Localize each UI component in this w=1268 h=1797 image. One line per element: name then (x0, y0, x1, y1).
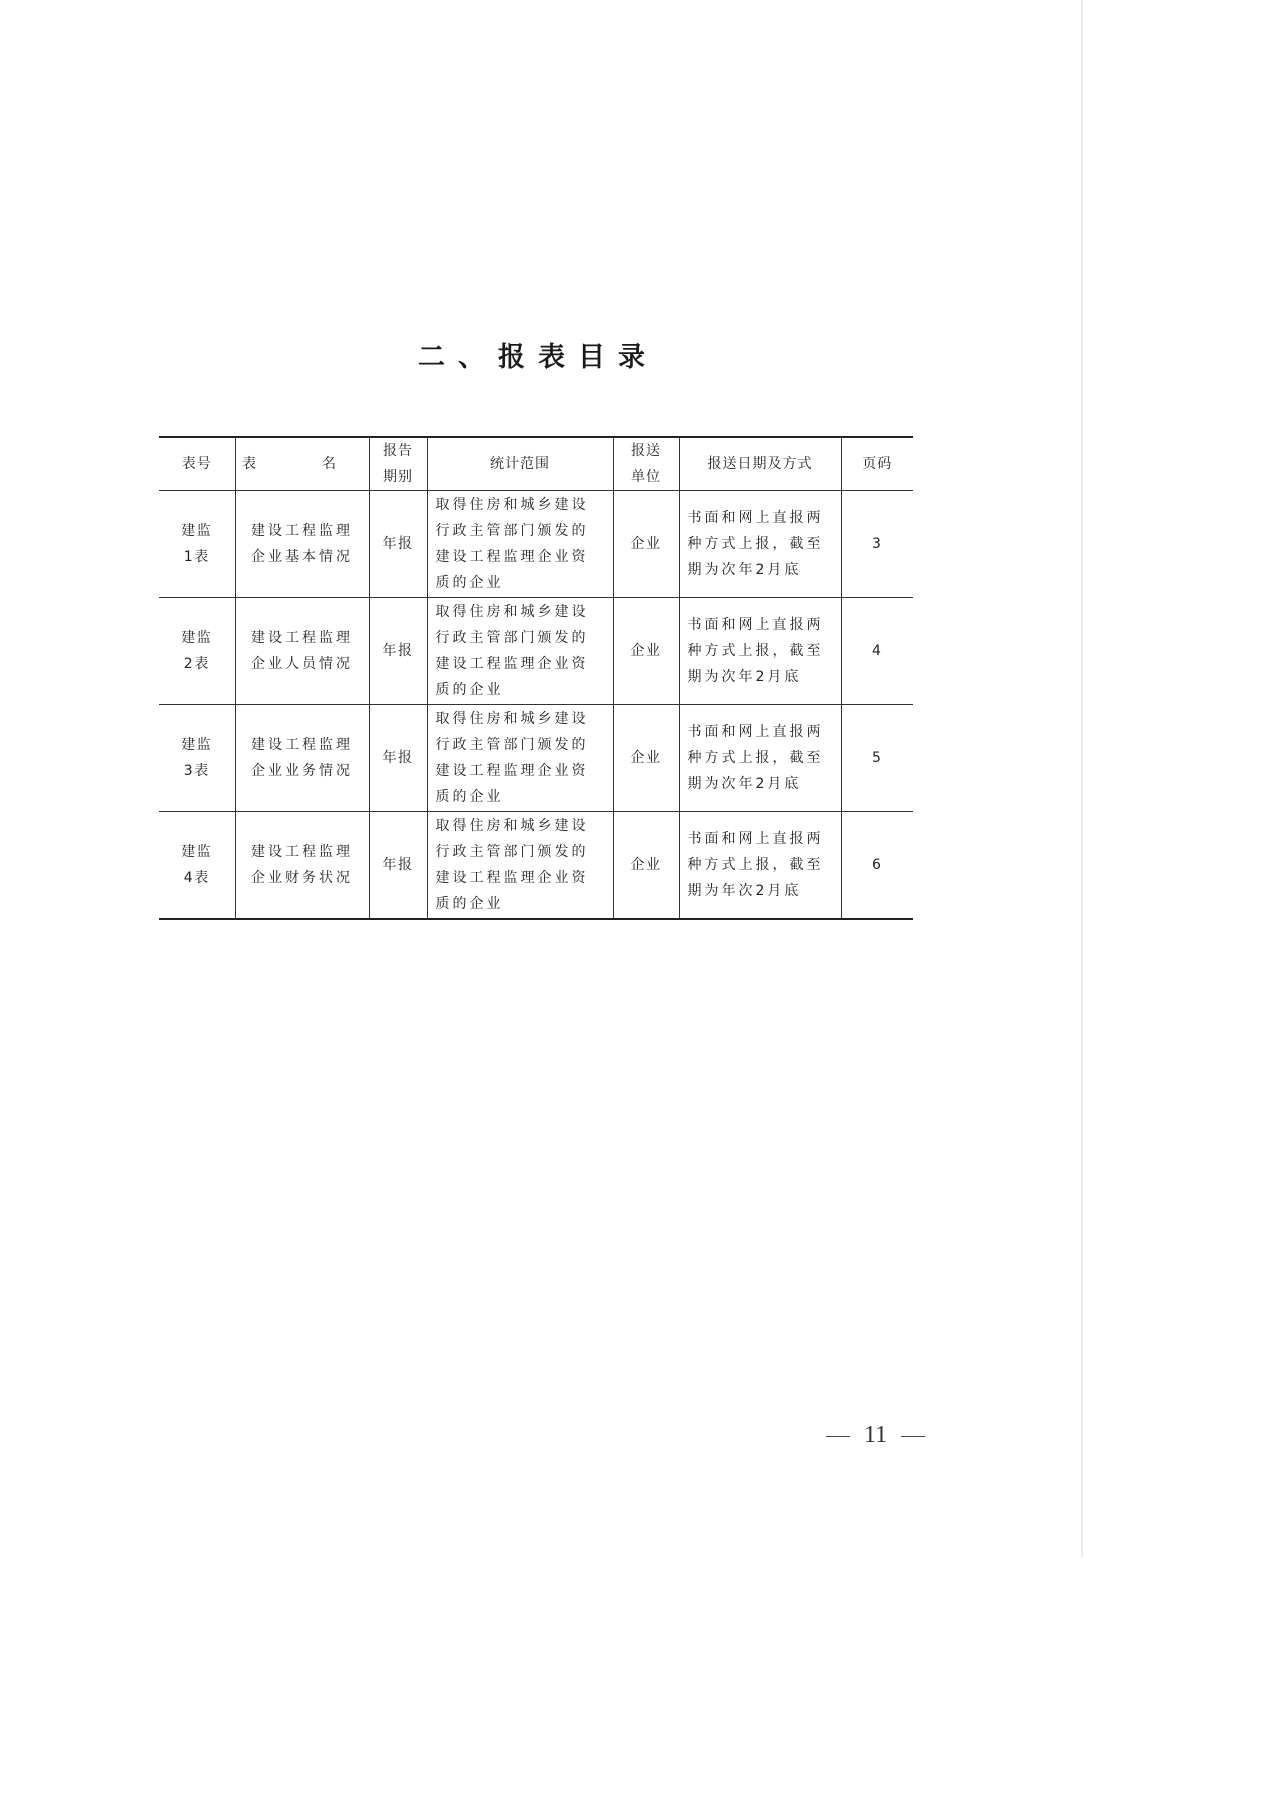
table-row (159, 705, 913, 812)
header-scope: 统计范围 (427, 437, 613, 491)
header-unit (613, 437, 679, 491)
table-row (159, 812, 913, 920)
cell-method: 书面和网上直报两种方式上报，截至期为次年2月底 (679, 598, 841, 705)
cell-scope: 取得住房和城乡建设行政主管部门颁发的建设工程监理企业资质的企业 (427, 491, 613, 598)
cell-page: 3 (841, 491, 913, 598)
page-title: 二、报表目录 (418, 342, 658, 373)
cell-period: 年报 (369, 491, 427, 598)
page-edge (1081, 0, 1083, 1558)
cell-name (235, 812, 369, 920)
cell-code-line2: 4表 (183, 870, 210, 886)
cell-period: 年报 (369, 598, 427, 705)
cell-name-line2: 企业基本情况 (251, 549, 353, 565)
cell-scope: 取得住房和城乡建设行政主管部门颁发的建设工程监理企业资质的企业 (427, 705, 613, 812)
cell-page: 5 (841, 705, 913, 812)
report-catalog-table (159, 436, 913, 920)
cell-code-line2: 1表 (183, 549, 210, 565)
cell-unit: 企业 (613, 812, 679, 920)
cell-code-line1: 建监 (181, 523, 213, 539)
cell-unit: 企业 (613, 491, 679, 598)
cell-scope: 取得住房和城乡建设行政主管部门颁发的建设工程监理企业资质的企业 (427, 598, 613, 705)
cell-name-line1: 建设工程监理 (251, 737, 353, 753)
header-code: 表号 (159, 437, 235, 491)
cell-name (235, 491, 369, 598)
cell-code-line1: 建监 (181, 844, 213, 860)
header-period-line2: 期别 (383, 469, 413, 485)
header-unit-line1: 报送 (631, 443, 661, 459)
cell-code (159, 491, 235, 598)
cell-name-line1: 建设工程监理 (251, 630, 353, 646)
cell-code-line2: 2表 (183, 656, 210, 672)
cell-unit: 企业 (613, 705, 679, 812)
footer-dash-right (901, 1436, 925, 1437)
cell-method: 书面和网上直报两种方式上报，截至期为年次2月底 (679, 812, 841, 920)
cell-code-line1: 建监 (181, 630, 213, 646)
header-name (235, 437, 369, 491)
cell-unit: 企业 (613, 598, 679, 705)
footer-dash-left (826, 1436, 850, 1437)
cell-name-line2: 企业人员情况 (251, 656, 353, 672)
cell-name-line1: 建设工程监理 (251, 844, 353, 860)
cell-method: 书面和网上直报两种方式上报，截至期为次年2月底 (679, 705, 841, 812)
cell-code-line2: 3表 (183, 763, 210, 779)
cell-name-line1: 建设工程监理 (251, 523, 353, 539)
page-footer (812, 1422, 939, 1449)
cell-period: 年报 (369, 705, 427, 812)
cell-name-line2: 企业财务状况 (251, 870, 353, 886)
cell-code (159, 598, 235, 705)
header-page: 页码 (841, 437, 913, 491)
cell-code (159, 705, 235, 812)
cell-code (159, 812, 235, 920)
header-method: 报送日期及方式 (679, 437, 841, 491)
header-period-line1: 报告 (383, 443, 413, 459)
cell-page: 6 (841, 812, 913, 920)
cell-period: 年报 (369, 812, 427, 920)
table-row (159, 598, 913, 705)
cell-name-line2: 企业业务情况 (251, 763, 353, 779)
header-name-text: 表 名 (242, 456, 362, 472)
header-row (159, 437, 913, 491)
cell-name (235, 598, 369, 705)
table-row (159, 491, 913, 598)
header-unit-line2: 单位 (631, 469, 661, 485)
cell-page: 4 (841, 598, 913, 705)
cell-method: 书面和网上直报两种方式上报，截至期为次年2月底 (679, 491, 841, 598)
cell-code-line1: 建监 (181, 737, 213, 753)
cell-scope: 取得住房和城乡建设行政主管部门颁发的建设工程监理企业资质的企业 (427, 812, 613, 920)
header-period (369, 437, 427, 491)
page-number: 11 (864, 1422, 888, 1448)
cell-name (235, 705, 369, 812)
